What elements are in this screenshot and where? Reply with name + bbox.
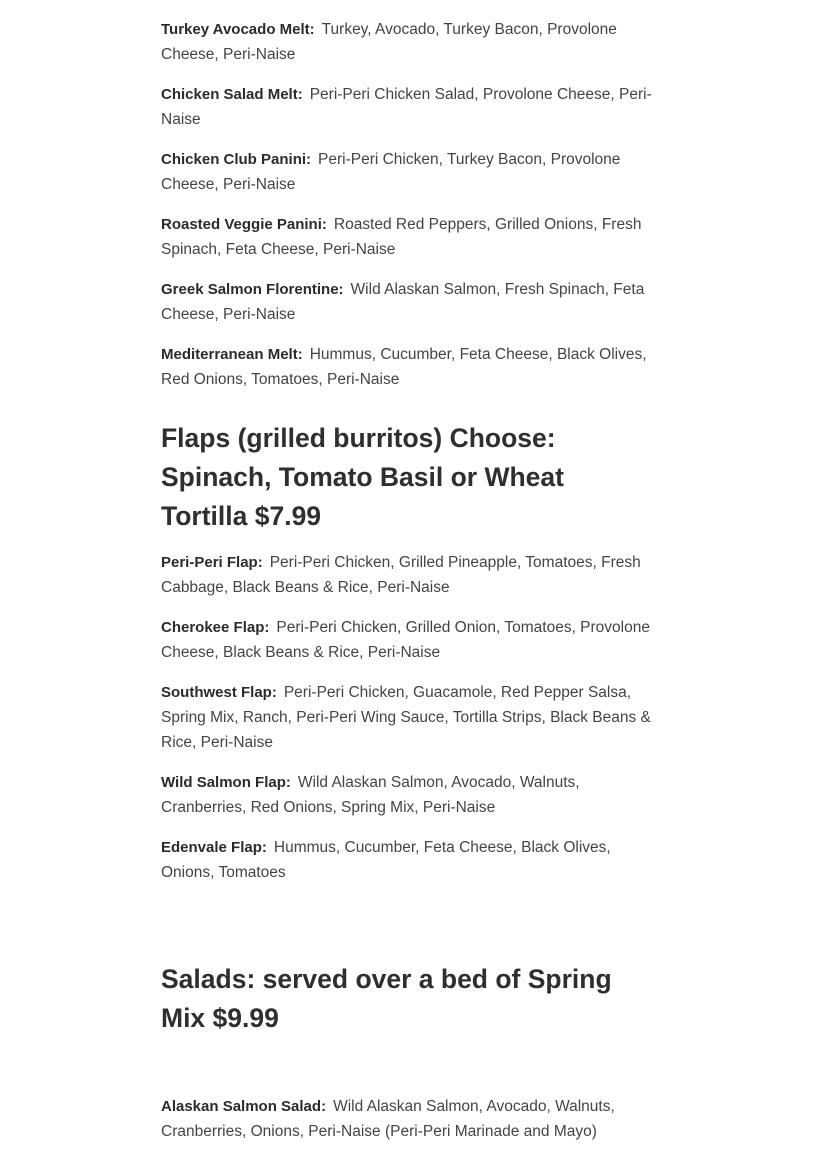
menu-item — [161, 680, 656, 755]
menu-item — [161, 1094, 656, 1144]
menu-item-name: Roasted Veggie Panini: — [161, 216, 327, 233]
menu-item-name: Greek Salmon Florentine: — [161, 281, 344, 298]
salads-items — [161, 1094, 656, 1144]
menu-item-name: Mediterranean Melt: — [161, 346, 303, 363]
menu-item-name: Wild Salmon Flap: — [161, 774, 291, 791]
menu-item-name: Peri-Peri Flap: — [161, 554, 263, 571]
menu-item — [161, 147, 656, 197]
menu-item-description: Wild Alaskan Salmon, Fresh Spinach, Feta Cheese, Peri-Naise — [161, 281, 645, 323]
menu-item-description: Roasted Red Peppers, Grilled Onions, Fresh Spinach, Feta Cheese, Peri-Naise — [161, 216, 642, 258]
menu-item-name: Turkey Avocado Melt: — [161, 21, 315, 38]
menu-item — [161, 342, 656, 392]
menu-item-description: Wild Alaskan Salmon, Avocado, Walnuts, Cranberries, Red Onions, Spring Mix, Peri-Naise — [161, 774, 580, 816]
menu-item — [161, 277, 656, 327]
menu-item-name: Southwest Flap: — [161, 684, 277, 701]
menu-item-description: Peri-Peri Chicken, Grilled Onion, Tomatoes, Provolone Cheese, Black Beans & Rice, Peri-Naise — [161, 619, 650, 661]
menu-item-name: Chicken Club Panini: — [161, 151, 312, 168]
menu-item-description: Wild Alaskan Salmon, Avocado, Walnuts, Cranberries, Onions, Peri-Naise (Peri-Peri Marinade and Mayo) — [161, 1098, 615, 1140]
salads-heading: Salads: served over a bed of Spring Mix $9.99 — [161, 964, 612, 1033]
menu-item-name: Alaskan Salmon Salad: — [161, 1098, 327, 1115]
menu-item-description: Peri-Peri Chicken, Turkey Bacon, Provolone Cheese, Peri-Naise — [161, 151, 621, 193]
menu-item — [161, 550, 656, 600]
menu-item — [161, 212, 656, 262]
salads-section — [161, 960, 656, 1144]
menu-item — [161, 835, 656, 885]
menu-item — [161, 17, 656, 67]
menu-item-description: Peri-Peri Chicken, Grilled Pineapple, Tomatoes, Fresh Cabbage, Black Beans & Rice, Peri-Naise — [161, 554, 641, 596]
flaps-section — [161, 419, 656, 885]
melts-section — [161, 17, 656, 392]
menu-item — [161, 615, 656, 665]
menu-item-description: Hummus, Cucumber, Feta Cheese, Black Olives, Onions, Tomatoes — [161, 839, 611, 881]
menu-item-description: Hummus, Cucumber, Feta Cheese, Black Olives, Red Onions, Tomatoes, Peri-Naise — [161, 346, 647, 388]
menu-content — [161, 17, 656, 1159]
menu-item — [161, 82, 656, 132]
menu-item-description: Peri-Peri Chicken, Guacamole, Red Pepper Salsa, Spring Mix, Ranch, Peri-Peri Wing Sauce, Tortilla Strips, Black Beans & Rice, Peri-Naise — [161, 684, 651, 751]
menu-item-description: Peri-Peri Chicken Salad, Provolone Cheese, Peri-Naise — [161, 86, 652, 128]
menu-item-name: Edenvale Flap: — [161, 839, 267, 856]
flaps-heading: Flaps (grilled burritos) Choose: Spinach, Tomato Basil or Wheat Tortilla $7.99 — [161, 423, 564, 531]
menu-item-description: Turkey, Avocado, Turkey Bacon, Provolone Cheese, Peri-Naise — [161, 21, 617, 63]
menu-item-name: Cherokee Flap: — [161, 619, 270, 636]
menu-item — [161, 770, 656, 820]
menu-item-name: Chicken Salad Melt: — [161, 86, 303, 103]
